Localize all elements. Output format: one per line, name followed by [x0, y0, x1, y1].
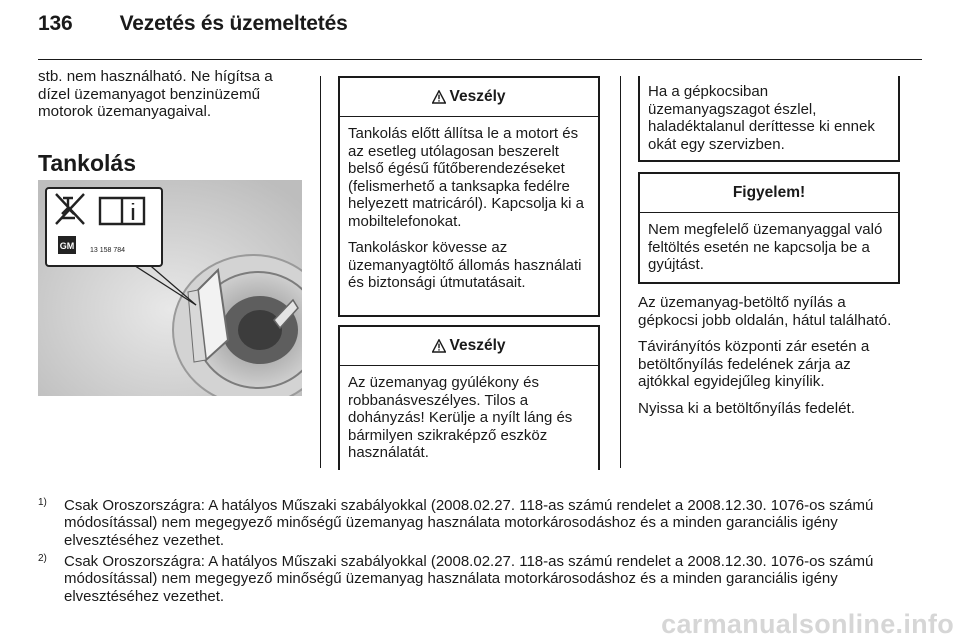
footnote-1 [38, 497, 900, 549]
continued-danger-box [638, 76, 900, 162]
footnote-1-text: Csak Oroszországra: A hatályos Műszaki szabályokkal (2008.02.27. 118-as számú rendelet a 2008.12.30. 1076-os számú módosítással) nem megegyező minőségű üzemanyag használata motorkárosodáshoz és a minden garanciális igény elvesztéséhez vezethet. [64, 497, 874, 549]
footnote-2-text: Csak Oroszországra: A hatályos Műszaki szabályokkal (2008.02.27. 118-as számú rendelet a 2008.12.30. 1076-os számú módosítással) nem megegyező minőségű üzemanyag használata motorkárosodáshoz és a minden garanciális igény elvesztéséhez vezethet. [64, 553, 874, 605]
label-brand: GM [59, 241, 75, 251]
fuel-door-illustration [38, 180, 302, 396]
label-code: 13 158 784 [90, 247, 126, 254]
column-1 [38, 68, 298, 130]
note-box-title: Figyelem! [640, 174, 898, 213]
warning-icon [432, 339, 446, 353]
intro-paragraph: stb. nem használható. Ne hígítsa a dízel üzemanyagot benzinüzemű motorok üzemanyagaival. [38, 68, 273, 120]
danger-box-2-paragraph: Az üzemanyag gyúlékony és robbanásveszélyes. Tilos a dohányzás! Kerülje a nyílt láng és bármilyen szikraképző eszköz használatát. [348, 374, 573, 461]
danger-box-1-paragraph-1: Tankolás előtt állítsa le a motort és az esetleg utólagosan beszerelt belső égésű fűtőberendezéseket (felismerhető a tanksapka fedélre helyezett matricáról). Kapcsolja ki a mobiltelefonokat. [348, 125, 584, 230]
footnote-2-mark: 2) [38, 553, 47, 564]
page-header [38, 12, 348, 36]
note-box [638, 172, 900, 284]
warning-icon [432, 90, 446, 104]
page-number: 136 [38, 12, 73, 35]
footnote-2 [38, 553, 900, 605]
section-heading: Tankolás [38, 150, 136, 176]
danger-box-2-title: Veszély [340, 327, 598, 366]
column-divider-2 [620, 76, 621, 468]
danger-box-1-paragraph-2: Tankoláskor kövesse az üzemanyagtöltő állomás használati és biztonsági útmutatásait. [348, 239, 582, 291]
continued-danger-text: Ha a gépkocsiban üzemanyagszagot észlel, haladéktalanul deríttesse ki ennek okát egy szervizben. [648, 83, 875, 153]
header-rule [38, 59, 922, 60]
page-title: Vezetés és üzemeltetés [119, 12, 348, 35]
paragraph-filler-location: Az üzemanyag-betöltő nyílás a gépkocsi jobb oldalán, hátul található. [638, 294, 892, 329]
danger-box-1 [338, 76, 600, 317]
note-box-text: Nem megfelelő üzemanyaggal való feltöltés esetén ne kapcsolja be a gyújtást. [648, 221, 883, 273]
column-3-text [638, 294, 900, 426]
footnote-1-mark: 1) [38, 497, 47, 508]
paragraph-central-locking: Távirányítós központi zár esetén a betöltőnyílás fedelének zárja az ajtókkal egyidejűleg kinyílik. [638, 338, 870, 390]
watermark: carmanualsonline.info [661, 609, 954, 639]
danger-box-1-title: Veszély [340, 78, 598, 117]
paragraph-open-flap: Nyissa ki a betöltőnyílás fedelét. [638, 399, 855, 417]
column-divider-1 [320, 76, 321, 468]
danger-box-2 [338, 325, 600, 470]
